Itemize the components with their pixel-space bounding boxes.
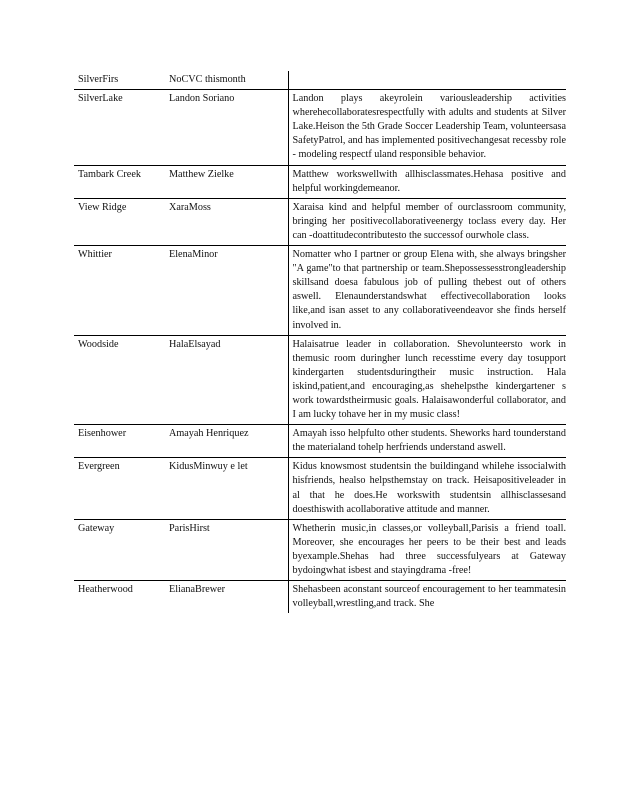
- table-row: [74, 165, 566, 198]
- comment-cell: Matthew workswellwith allhisclassmates.Hehasa positive and helpful workingdemeanor.: [288, 165, 566, 198]
- comment-cell: Nomatter who I partner or group Elena with, she always bringsher "A game"to that partnership or team.Shepossessesstrongleadership skillsand doesa fabulous job of pulling thebest out of others aswell. Elenaunderstandswhat effectivecollaboration looks like,and isan asset to any collaborativeendeavor she finds herself involved in.: [288, 246, 566, 336]
- student-cell: NoCVC thismonth: [169, 74, 246, 85]
- school-cell: Evergreen: [74, 458, 168, 519]
- school-cell: Eisenhower: [74, 425, 168, 458]
- school-cell: View Ridge: [74, 198, 168, 245]
- comment-cell: Amayah isso helpfulto other students. Sheworks hard tounderstand the materialand tohelp herfriends understand aswell.: [288, 425, 566, 458]
- comment-cell: Xaraisa kind and helpful member of ourclassroom community, bringing her positivecollaborativeenergy toclass every day. Her can -doattitudecontributesto the successof ourwhole class.: [288, 198, 566, 245]
- student-cell: ParisHirst: [168, 519, 288, 580]
- comment-cell: [288, 71, 566, 90]
- table-row: [74, 198, 566, 245]
- school-cell: Woodside: [74, 335, 168, 425]
- student-cell: HalaElsayad: [168, 335, 288, 425]
- student-cell: KidusMinwuy e let: [168, 458, 288, 519]
- student-cell: ElianaBrewer: [168, 581, 288, 614]
- table-row: [74, 519, 566, 580]
- comment-cell: Landon plays akeyrolein variousleadership activities wherehecollaboratesrespectfully with adults and students at Silver Lake.Heison the 5th Grade Soccer Leadership Team, volunteersasa SafetyPatrol, and has implemented positivechangesat recessby role - modeling respectf uland responsible behavior.: [288, 90, 566, 165]
- student-cell: ElenaMinor: [168, 246, 288, 336]
- comment-cell: Whetherin music,in classes,or volleyball,Parisis a friend toall. Moreover, she encourages her peers to be their best and leads byexample.Shehas had three successfulyears at Gateway bydoingwhat isbest and stayingdrama -free!: [288, 519, 566, 580]
- school-cell: Whittier: [74, 246, 168, 336]
- student-cell: Landon Soriano: [168, 90, 288, 165]
- school-cell: SilverFirs: [78, 74, 119, 85]
- table-row: [74, 581, 566, 614]
- school-cell: Tambark Creek: [74, 165, 168, 198]
- nominations-table: [74, 71, 566, 613]
- table-row: [74, 458, 566, 519]
- school-cell: Heatherwood: [74, 581, 168, 614]
- table-row: [74, 425, 566, 458]
- table-row: [74, 71, 566, 90]
- student-cell: Matthew Zielke: [168, 165, 288, 198]
- table-row: [74, 335, 566, 425]
- school-cell: SilverLake: [74, 90, 168, 165]
- comment-cell: Kidus knowsmost studentsin the buildingand whilehe issocialwith hisfriends, healso helpsthemstay on track. Heisapositiveleader in al that he does.He workswith studentsin allhisclassesand doesthiswith acollaborative attitude and manner.: [288, 458, 566, 519]
- student-cell: Amayah Henriquez: [168, 425, 288, 458]
- table-row: [74, 246, 566, 336]
- school-cell: Gateway: [74, 519, 168, 580]
- comment-cell: Shehasbeen aconstant sourceof encouragement to her teammatesin volleyball,wrestling,and track. She: [288, 581, 566, 614]
- comment-cell: Halaisatrue leader in collaboration. Shevolunteersto work in themusic room duringher lunch recesstime every day tosupport kindergarten studentsduringtheir music instruction. Hala iskind,patient,and encouraging,as shehelpsthe kindergartener s work towardstheirmusic goals. Halaisawonderful collaborator, and I am lucky tohave her in my music class!: [288, 335, 566, 425]
- table-row: [74, 90, 566, 165]
- student-cell: XaraMoss: [168, 198, 288, 245]
